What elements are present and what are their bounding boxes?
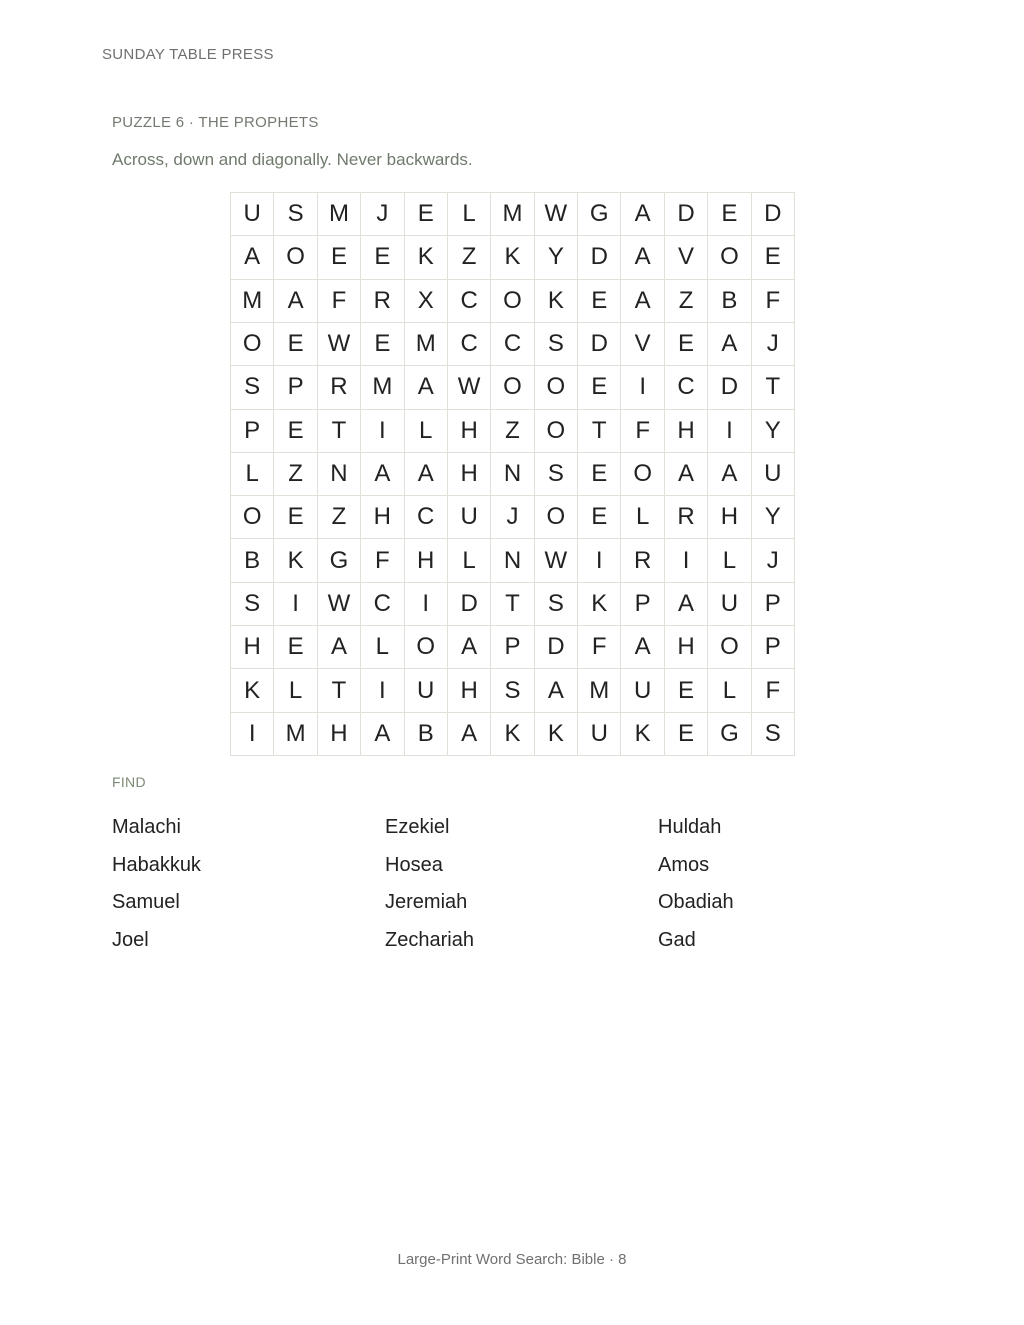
grid-cell[interactable]: S (274, 193, 317, 236)
grid-cell[interactable]: P (752, 583, 795, 626)
grid-cell[interactable]: J (752, 323, 795, 366)
grid-cell[interactable]: Z (274, 453, 317, 496)
grid-cell[interactable]: K (405, 236, 448, 279)
grid-cell[interactable]: T (318, 669, 361, 712)
grid-cell[interactable]: K (274, 539, 317, 582)
grid-cell[interactable]: A (621, 236, 664, 279)
word-list (112, 814, 932, 965)
grid-cell[interactable]: H (665, 410, 708, 453)
find-word: Malachi (112, 816, 181, 838)
grid-cell[interactable]: D (578, 323, 621, 366)
grid-cell[interactable]: C (405, 496, 448, 539)
grid-cell[interactable]: A (231, 236, 274, 279)
grid-cell[interactable]: L (448, 539, 491, 582)
grid-cell[interactable]: O (535, 410, 578, 453)
grid-cell[interactable]: S (535, 323, 578, 366)
grid-cell[interactable]: A (708, 453, 751, 496)
find-word: Obadiah (658, 891, 734, 914)
grid-cell[interactable]: K (578, 583, 621, 626)
grid-cell[interactable]: J (361, 193, 404, 236)
grid-cell[interactable]: T (752, 366, 795, 409)
grid-cell[interactable]: L (708, 669, 751, 712)
grid-cell[interactable]: H (665, 626, 708, 669)
grid-cell[interactable]: I (708, 410, 751, 453)
grid-cell[interactable]: P (752, 626, 795, 669)
grid-cell[interactable]: S (231, 583, 274, 626)
grid-cell[interactable]: L (708, 539, 751, 582)
grid-cell[interactable]: N (491, 453, 534, 496)
grid-cell[interactable]: K (535, 280, 578, 323)
grid-cell[interactable]: O (405, 626, 448, 669)
grid-cell[interactable]: H (448, 410, 491, 453)
grid-cell[interactable]: E (274, 323, 317, 366)
grid-cell[interactable]: R (665, 496, 708, 539)
grid-cell[interactable]: L (621, 496, 664, 539)
grid-cell[interactable]: C (665, 366, 708, 409)
grid-cell[interactable]: E (578, 496, 621, 539)
grid-cell[interactable]: K (231, 669, 274, 712)
grid-cell[interactable]: E (274, 410, 317, 453)
grid-cell[interactable]: I (231, 713, 274, 756)
find-word: Ezekiel (385, 816, 450, 838)
grid-cell[interactable]: F (752, 669, 795, 712)
grid-cell[interactable]: U (708, 583, 751, 626)
grid-cell[interactable]: K (491, 236, 534, 279)
find-word: Hosea (385, 853, 443, 876)
grid-cell[interactable]: K (535, 713, 578, 756)
grid-cell[interactable]: J (491, 496, 534, 539)
grid-cell[interactable]: R (361, 280, 404, 323)
grid-cell[interactable]: C (448, 280, 491, 323)
grid-cell[interactable]: S (752, 713, 795, 756)
grid-cell[interactable]: I (274, 583, 317, 626)
grid-cell[interactable]: G (578, 193, 621, 236)
grid-cell[interactable]: D (665, 193, 708, 236)
grid-cell[interactable]: D (535, 626, 578, 669)
grid-cell[interactable]: G (708, 713, 751, 756)
grid-cell[interactable]: O (535, 496, 578, 539)
grid-cell[interactable]: U (448, 496, 491, 539)
grid-cell[interactable]: O (231, 323, 274, 366)
find-word: Joel (112, 929, 149, 952)
grid-cell[interactable]: H (231, 626, 274, 669)
grid-cell[interactable]: W (318, 323, 361, 366)
find-label: FIND (112, 774, 146, 790)
grid-cell[interactable]: A (621, 626, 664, 669)
grid-cell[interactable]: E (752, 236, 795, 279)
grid-cell[interactable]: A (665, 583, 708, 626)
grid-cell[interactable]: E (274, 626, 317, 669)
grid-cell[interactable]: G (318, 539, 361, 582)
grid-cell[interactable]: L (405, 410, 448, 453)
grid-cell[interactable]: U (752, 453, 795, 496)
grid-cell[interactable]: I (405, 583, 448, 626)
grid-cell[interactable]: F (578, 626, 621, 669)
grid-cell[interactable]: J (752, 539, 795, 582)
grid-cell[interactable]: F (361, 539, 404, 582)
grid-cell[interactable]: O (621, 453, 664, 496)
grid-cell[interactable]: S (535, 453, 578, 496)
grid-cell[interactable]: M (361, 366, 404, 409)
grid-cell[interactable]: E (274, 496, 317, 539)
grid-cell[interactable]: M (405, 323, 448, 366)
grid-cell[interactable]: E (665, 713, 708, 756)
grid-cell[interactable]: Z (318, 496, 361, 539)
grid-cell[interactable]: L (231, 453, 274, 496)
grid-cell[interactable]: E (361, 236, 404, 279)
grid-cell[interactable]: F (318, 280, 361, 323)
grid-cell[interactable]: O (231, 496, 274, 539)
grid-cell[interactable]: D (708, 366, 751, 409)
grid-cell[interactable]: K (621, 713, 664, 756)
grid-cell[interactable]: Z (448, 236, 491, 279)
grid-cell[interactable]: I (361, 669, 404, 712)
find-word: Zechariah (385, 929, 474, 952)
grid-cell[interactable]: W (448, 366, 491, 409)
grid-cell[interactable]: A (708, 323, 751, 366)
grid-cell[interactable]: S (231, 366, 274, 409)
grid-cell[interactable]: U (621, 669, 664, 712)
grid-cell[interactable]: U (231, 193, 274, 236)
grid-cell[interactable]: E (708, 193, 751, 236)
find-word: Habakkuk (112, 853, 201, 876)
grid-cell[interactable]: M (274, 713, 317, 756)
grid-cell[interactable]: M (578, 669, 621, 712)
grid-cell[interactable]: A (621, 193, 664, 236)
grid-cell[interactable]: E (361, 323, 404, 366)
grid-cell[interactable]: Y (752, 410, 795, 453)
grid-cell[interactable]: H (405, 539, 448, 582)
grid-cell[interactable]: E (665, 669, 708, 712)
grid-cell[interactable]: Y (752, 496, 795, 539)
grid-cell[interactable]: E (578, 366, 621, 409)
grid-cell[interactable]: C (448, 323, 491, 366)
find-word: Amos (658, 853, 710, 876)
grid-cell[interactable]: W (318, 583, 361, 626)
grid-cell[interactable]: A (448, 626, 491, 669)
grid-cell[interactable]: P (274, 366, 317, 409)
grid-cell[interactable]: P (621, 583, 664, 626)
grid-cell[interactable]: O (274, 236, 317, 279)
grid-cell[interactable]: T (491, 583, 534, 626)
grid-cell[interactable]: F (752, 280, 795, 323)
grid-cell[interactable]: A (361, 713, 404, 756)
grid-cell[interactable]: E (665, 323, 708, 366)
grid-cell[interactable]: W (535, 539, 578, 582)
grid-cell[interactable]: O (491, 280, 534, 323)
grid-cell[interactable]: U (578, 713, 621, 756)
grid-cell[interactable]: L (361, 626, 404, 669)
word-search-grid (230, 192, 795, 756)
puzzle-instructions: Across, down and diagonally. Never backwards. (112, 150, 473, 169)
grid-cell[interactable]: B (708, 280, 751, 323)
grid-cell[interactable]: I (621, 366, 664, 409)
grid-cell[interactable]: A (665, 453, 708, 496)
grid-cell[interactable]: M (231, 280, 274, 323)
grid-cell[interactable]: Y (535, 236, 578, 279)
grid-cell[interactable]: I (665, 539, 708, 582)
grid-cell[interactable]: A (535, 669, 578, 712)
find-word: Huldah (658, 816, 722, 838)
grid-cell[interactable]: H (708, 496, 751, 539)
grid-cell[interactable]: U (405, 669, 448, 712)
grid-cell[interactable]: K (491, 713, 534, 756)
grid-cell[interactable]: H (361, 496, 404, 539)
grid-cell[interactable]: P (491, 626, 534, 669)
grid-cell[interactable]: N (491, 539, 534, 582)
grid-cell[interactable]: I (578, 539, 621, 582)
grid-cell[interactable]: O (491, 366, 534, 409)
grid-cell[interactable]: M (318, 193, 361, 236)
grid-cell[interactable]: B (405, 713, 448, 756)
grid-cell[interactable]: M (491, 193, 534, 236)
grid-cell[interactable]: D (448, 583, 491, 626)
grid-cell[interactable]: A (274, 280, 317, 323)
grid-cell[interactable]: V (621, 323, 664, 366)
grid-cell[interactable]: H (318, 713, 361, 756)
grid-cell[interactable]: E (578, 280, 621, 323)
grid-cell[interactable]: A (318, 626, 361, 669)
grid-cell[interactable]: C (491, 323, 534, 366)
grid-cell[interactable]: A (405, 366, 448, 409)
grid-cell[interactable]: A (361, 453, 404, 496)
grid-cell[interactable]: A (621, 280, 664, 323)
grid-cell[interactable]: T (578, 410, 621, 453)
grid-cell[interactable]: V (665, 236, 708, 279)
grid-cell[interactable]: A (448, 713, 491, 756)
grid-cell[interactable]: E (318, 236, 361, 279)
grid-cell[interactable]: T (318, 410, 361, 453)
grid-cell[interactable]: F (621, 410, 664, 453)
grid-cell[interactable]: L (448, 193, 491, 236)
grid-cell[interactable]: A (405, 453, 448, 496)
grid-cell[interactable]: S (491, 669, 534, 712)
grid-cell[interactable]: P (231, 410, 274, 453)
grid-cell[interactable]: L (274, 669, 317, 712)
grid-cell[interactable]: E (578, 453, 621, 496)
page-footer: Large-Print Word Search: Bible · 8 (397, 1251, 627, 1268)
find-word: Samuel (112, 891, 180, 914)
grid-cell[interactable]: E (405, 193, 448, 236)
grid-cell[interactable]: R (318, 366, 361, 409)
grid-cell[interactable]: W (535, 193, 578, 236)
grid-cell[interactable]: H (448, 669, 491, 712)
grid-cell[interactable]: N (318, 453, 361, 496)
grid-cell[interactable]: D (752, 193, 795, 236)
grid-cell[interactable]: Z (491, 410, 534, 453)
grid-cell[interactable]: C (361, 583, 404, 626)
puzzle-title: PUZZLE 6 · THE PROPHETS (112, 114, 319, 131)
find-word: Jeremiah (385, 891, 468, 914)
grid-cell[interactable]: X (405, 280, 448, 323)
grid-cell[interactable]: R (621, 539, 664, 582)
find-word: Gad (658, 929, 696, 952)
grid-cell[interactable]: O (708, 236, 751, 279)
publisher-name: SUNDAY TABLE PRESS (102, 46, 274, 63)
grid-cell[interactable]: O (535, 366, 578, 409)
grid-cell[interactable]: S (535, 583, 578, 626)
grid-cell[interactable]: H (448, 453, 491, 496)
grid-cell[interactable]: Z (665, 280, 708, 323)
grid-cell[interactable]: O (708, 626, 751, 669)
grid-cell[interactable]: B (231, 539, 274, 582)
grid-cell[interactable]: D (578, 236, 621, 279)
grid-cell[interactable]: I (361, 410, 404, 453)
